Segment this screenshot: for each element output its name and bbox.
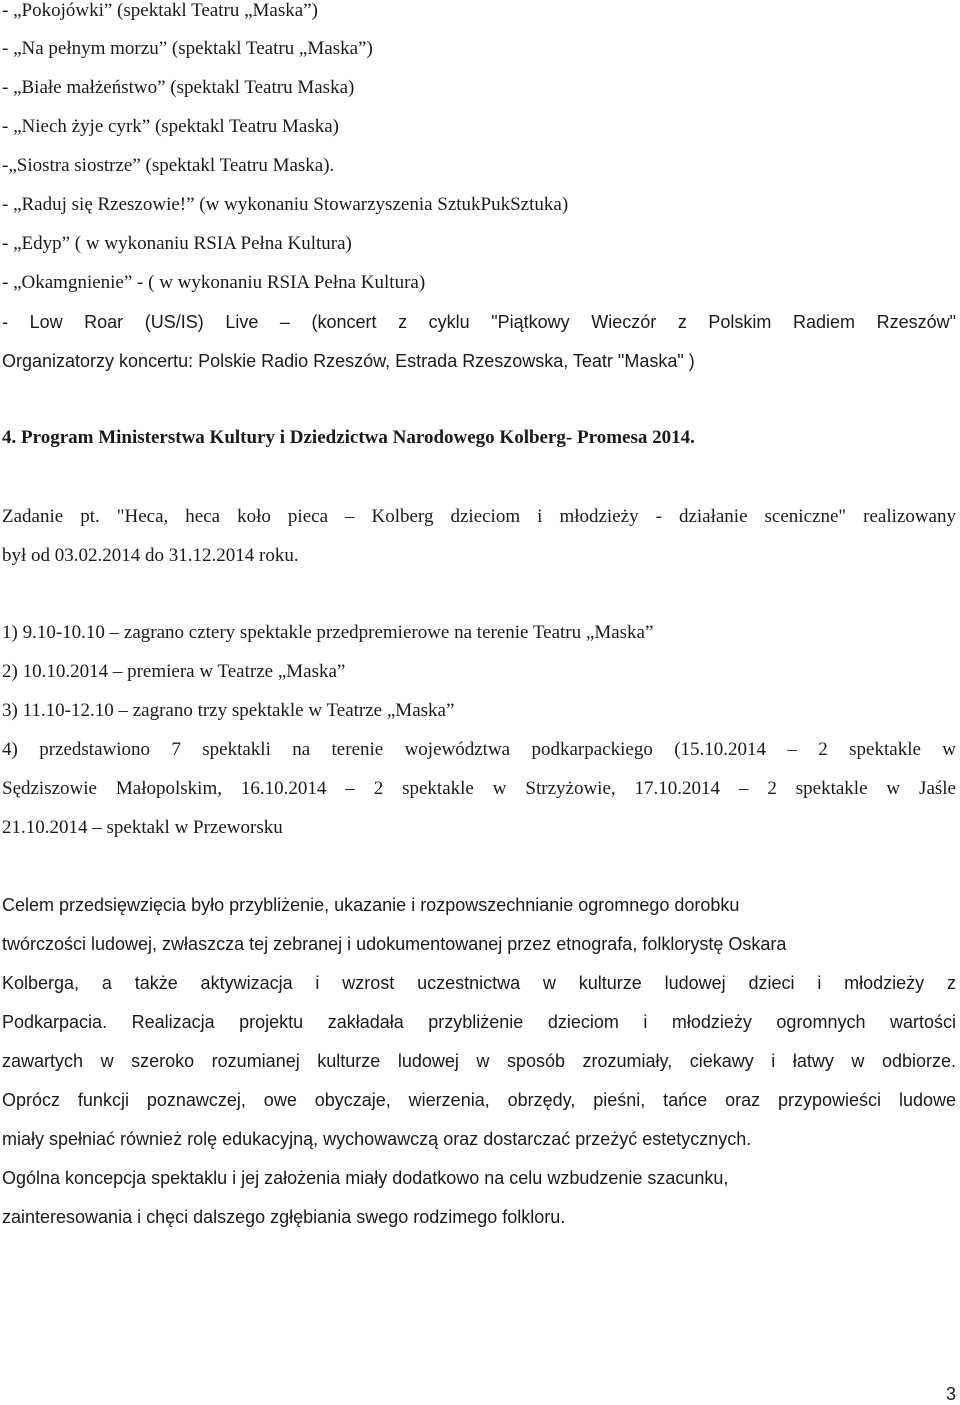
list-item: Organizatorzy koncertu: Polskie Radio Rzeszów, Estrada Rzeszowska, Teatr "Maska" ) xyxy=(2,351,695,371)
task-line: był od 03.02.2014 do 31.12.2014 roku. xyxy=(2,545,299,566)
list-item: -„Siostra siostrze” (spektakl Teatru Maska). xyxy=(2,155,335,176)
list-item: - „Na pełnym morzu” (spektakl Teatru „Maska”) xyxy=(2,38,373,59)
list-item: - „Okamgnienie” - ( w wykonaniu RSIA Pełna Kultura) xyxy=(2,272,426,293)
numbered-item: 2) 10.10.2014 – premiera w Teatrze „Maska” xyxy=(2,661,346,682)
paragraph-line: Oprócz funkcji poznawczej, owe obyczaje, wierzenia, obrzędy, pieśni, tańce oraz przypowieści ludowe xyxy=(2,1090,956,1110)
numbered-item: 4) przedstawiono 7 spektakli na terenie województwa podkarpackiego (15.10.2014 – 2 spektakle w xyxy=(2,739,956,760)
paragraph-line: twórczości ludowej, zwłaszcza tej zebranej i udokumentowanej przez etnografa, folklorystę Oskara xyxy=(2,934,787,954)
paragraph-line: zawartych w szeroko rozumianej kulturze ludowej w sposób zrozumiały, ciekawy i łatwy w odbiorze. xyxy=(2,1051,956,1071)
list-item: - „Białe małżeństwo” (spektakl Teatru Maska) xyxy=(2,77,355,98)
list-item: - „Raduj się Rzeszowie!” (w wykonaniu Stowarzyszenia SztukPukSztuka) xyxy=(2,194,569,215)
numbered-item: Sędziszowie Małopolskim, 16.10.2014 – 2 spektakle w Strzyżowie, 17.10.2014 – 2 spektakle w Jaśle xyxy=(2,778,956,799)
paragraph-line: Kolberga, a także aktywizacja i wzrost uczestnictwa w kulturze ludowej dzieci i młodzieży z xyxy=(2,973,956,993)
numbered-item: 21.10.2014 – spektakl w Przeworsku xyxy=(2,817,283,838)
paragraph-line: Ogólna koncepcja spektaklu i jej założenia miały dodatkowo na celu wzbudzenie szacunku, xyxy=(2,1168,729,1188)
paragraph-line: Celem przedsięwzięcia było przybliżenie, ukazanie i rozpowszechnianie ogromnego dorobku xyxy=(2,895,740,915)
page-number: 3 xyxy=(945,1384,956,1404)
task-line: Zadanie pt. "Heca, heca koło pieca – Kolberg dzieciom i młodzieży - działanie sceniczne" realizowany xyxy=(2,506,956,527)
numbered-item: 1) 9.10-10.10 – zagrano cztery spektakle przedpremierowe na terenie Teatru „Maska” xyxy=(2,622,654,643)
numbered-item: 3) 11.10-12.10 – zagrano trzy spektakle w Teatrze „Maska” xyxy=(2,700,455,721)
paragraph-line: Podkarpacia. Realizacja projektu zakładała przybliżenie dzieciom i młodzieży ogromnych wartości xyxy=(2,1012,956,1032)
section-heading: 4. Program Ministerstwa Kultury i Dziedzictwa Narodowego Kolberg- Promesa 2014. xyxy=(2,427,695,448)
paragraph-line: miały spełniać również rolę edukacyjną, wychowawczą oraz dostarczać przeżyć estetycznych. xyxy=(2,1129,752,1149)
list-item: - „Niech żyje cyrk” (spektakl Teatru Maska) xyxy=(2,116,339,137)
list-item: - „Edyp” ( w wykonaniu RSIA Pełna Kultura) xyxy=(2,233,352,254)
paragraph-line: zainteresowania i chęci dalszego zgłębiania swego rodzimego folkloru. xyxy=(2,1207,566,1227)
list-item: - Low Roar (US/IS) Live – (koncert z cyklu "Piątkowy Wieczór z Polskim Radiem Rzeszów" xyxy=(2,312,956,332)
list-item: - „Pokojówki” (spektakl Teatru „Maska”) xyxy=(2,0,318,21)
